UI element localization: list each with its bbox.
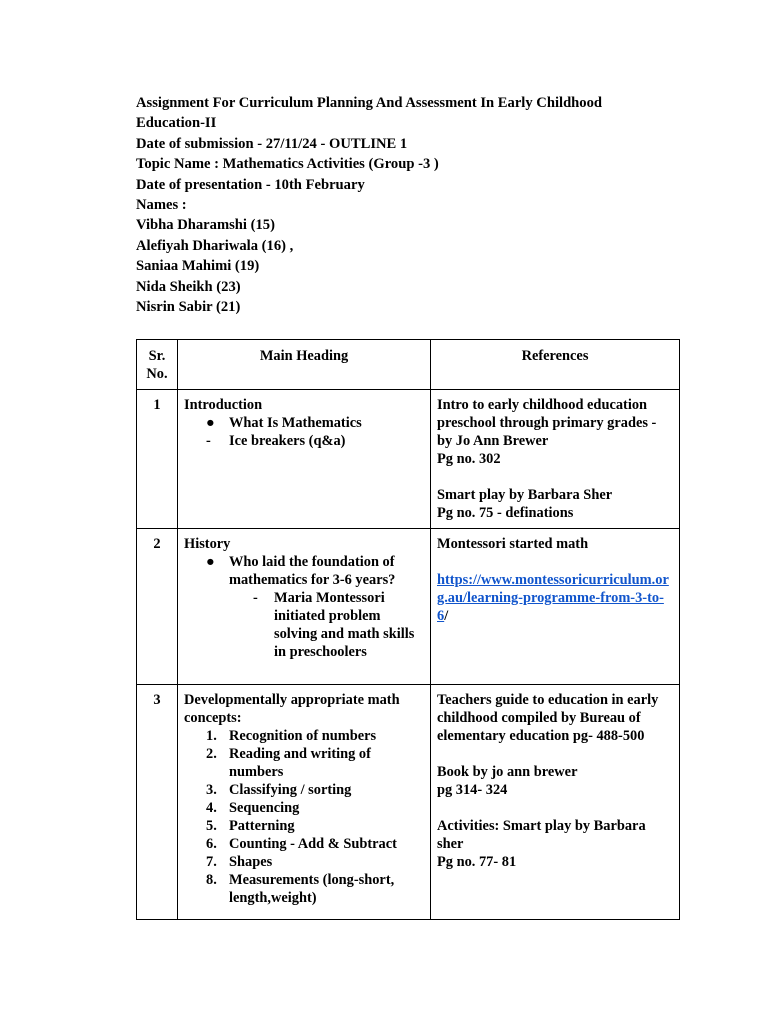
list-item: [184, 853, 424, 871]
sub-list-item: [184, 589, 424, 661]
row-number: 3: [137, 685, 178, 920]
list-item-text: Recognition of numbers: [229, 728, 377, 744]
names-label: Names :: [136, 197, 187, 214]
table-header-row: [137, 340, 680, 390]
list-number: 1.: [206, 728, 217, 744]
list-item-text: Counting - Add & Subtract: [229, 836, 397, 852]
montessori-curriculum-link[interactable]: https://www.montessoricurriculum.org.au/learning-programme-from-3-to-6: [437, 572, 669, 624]
document-header: [136, 93, 696, 317]
bullet-icon: ●: [206, 554, 215, 570]
list-item-text: What Is Mathematics: [229, 415, 362, 431]
list-number: 4.: [206, 800, 217, 816]
student-name: Nisrin Sabir (21): [136, 299, 241, 316]
topic-name: Topic Name : Mathematics Activities (Group -3 ): [136, 156, 439, 173]
list-item: [184, 414, 424, 432]
main-heading-header: Main Heading: [178, 340, 431, 390]
references-cell: [431, 529, 680, 685]
bullet-icon: ●: [206, 415, 215, 431]
heading-list: [184, 414, 424, 450]
list-item-text: Reading and writing of numbers: [229, 746, 371, 780]
spacer: [437, 553, 673, 571]
student-name: Saniaa Mahimi (19): [136, 258, 260, 275]
outline-table: [136, 339, 680, 920]
references-cell: [431, 685, 680, 920]
list-item: [184, 432, 424, 450]
list-item-text: Patterning: [229, 818, 295, 834]
list-item: [184, 835, 424, 853]
list-item: [184, 553, 424, 589]
student-name: Nida Sheikh (23): [136, 278, 241, 295]
reference-text: Teachers guide to education in early childhood compiled by Bureau of elementary education pg- 488-500: [437, 692, 659, 744]
student-name: Vibha Dharamshi (15): [136, 217, 275, 234]
list-item-text: Who laid the foundation of mathematics for 3-6 years?: [229, 554, 396, 588]
link-suffix: /: [444, 608, 449, 624]
list-number: 2.: [206, 746, 217, 762]
reference-page: Pg no. 75 - definations: [437, 505, 574, 521]
list-number: 8.: [206, 872, 217, 888]
reference-page: Pg no. 302: [437, 451, 501, 467]
reference-text: Book by jo ann brewer: [437, 764, 578, 780]
reference-text: Montessori started math: [437, 536, 589, 552]
spacer: [437, 799, 673, 817]
reference-page: pg 314- 324: [437, 782, 508, 798]
dash-icon: -: [206, 433, 211, 449]
list-item: [184, 727, 424, 745]
list-item-text: Shapes: [229, 854, 273, 870]
main-heading-cell: [178, 390, 431, 529]
presentation-date: Date of presentation - 10th February: [136, 176, 365, 193]
table-row: [137, 529, 680, 685]
table-row: [137, 390, 680, 529]
row-heading: History: [184, 536, 231, 552]
row-heading: Developmentally appropriate math concepts:: [184, 692, 400, 726]
sr-no-header: Sr. No.: [137, 340, 178, 390]
concepts-list: [184, 727, 424, 907]
list-number: 3.: [206, 782, 217, 798]
row-heading: Introduction: [184, 397, 263, 413]
row-number: 2: [137, 529, 178, 685]
list-item-text: Classifying / sorting: [229, 782, 352, 798]
list-item: [184, 799, 424, 817]
list-number: 6.: [206, 836, 217, 852]
spacer: [437, 745, 673, 763]
list-item: [184, 817, 424, 835]
reference-link-line: [437, 571, 673, 625]
list-item: [184, 871, 424, 907]
list-item: [184, 745, 424, 781]
list-item: [184, 781, 424, 799]
row-number: 1: [137, 390, 178, 529]
list-number: 7.: [206, 854, 217, 870]
assignment-title-line2: Education-II: [136, 115, 217, 132]
submission-date: Date of submission - 27/11/24 - OUTLINE 1: [136, 135, 408, 152]
table-row: [137, 685, 680, 920]
main-heading-cell: [178, 529, 431, 685]
list-item-text: Ice breakers (q&a): [229, 433, 346, 449]
reference-text: Intro to early childhood education preschool through primary grades - by Jo Ann Brewer: [437, 397, 657, 449]
heading-list: [184, 553, 424, 661]
references-cell: [431, 390, 680, 529]
list-item-text: Sequencing: [229, 800, 300, 816]
references-header: References: [431, 340, 680, 390]
main-heading-cell: [178, 685, 431, 920]
spacer: [437, 468, 673, 486]
assignment-title-line1: Assignment For Curriculum Planning And Assessment In Early Childhood: [136, 95, 603, 111]
list-item-text: Maria Montessori initiated problem solving and math skills in preschoolers: [274, 590, 415, 660]
dash-icon: -: [253, 590, 258, 606]
list-item-text: Measurements (long-short, length,weight): [229, 872, 395, 906]
reference-page: Pg no. 77- 81: [437, 854, 517, 870]
list-number: 5.: [206, 818, 217, 834]
reference-text: Activities: Smart play by Barbara sher: [437, 818, 646, 852]
reference-text: Smart play by Barbara Sher: [437, 487, 613, 503]
student-name: Alefiyah Dhariwala (16) ,: [136, 237, 294, 254]
